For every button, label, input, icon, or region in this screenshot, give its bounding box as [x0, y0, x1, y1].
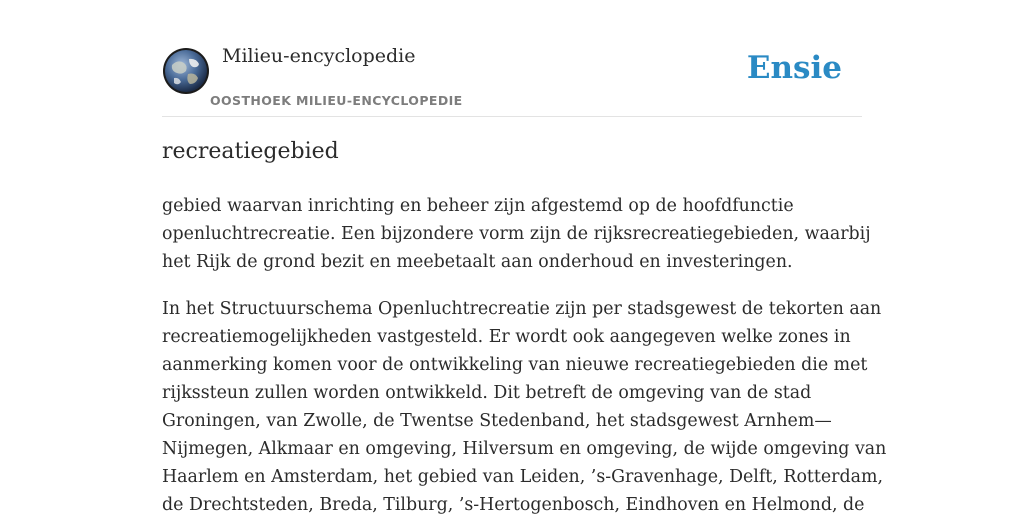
paragraph-line: aanmerking komen voor de ontwikkeling van nieuwe recreatiegebieden die met	[162, 355, 868, 375]
paragraph-line: Nijmegen, Alkmaar en omgeving, Hilversum en omgeving, de wijde omgeving van	[162, 439, 887, 459]
paragraph-line: rijkssteun zullen worden ontwikkeld. Dit betreft de omgeving van de stad	[162, 383, 812, 403]
site-subtitle[interactable]: OOSTHOEK MILIEU-ENCYCLOPEDIE	[210, 93, 463, 108]
paragraph-line: Haarlem en Amsterdam, het gebied van Leiden, ’s-Gravenhage, Delft, Rotterdam,	[162, 467, 884, 487]
paragraph	[162, 295, 887, 519]
page-container	[162, 0, 887, 515]
paragraph-line: de Drechtsteden, Breda, Tilburg, ’s-Hertogenbosch, Eindhoven en Helmond, de	[162, 495, 865, 515]
paragraph-gap	[162, 276, 862, 295]
paragraph-line: openluchtrecreatie. Een bijzondere vorm zijn de rijksrecreatiegebieden, waarbij	[162, 224, 871, 244]
paragraph-line: In het Structuurschema Openluchtrecreatie zijn per stadsgewest de tekorten aan	[162, 299, 882, 319]
paragraph-line: het Rijk de grond bezit en meebetaalt aan onderhoud en investeringen.	[162, 252, 793, 272]
paragraph-line: Groningen, van Zwolle, de Twentse Stedenband, het stadsgewest Arnhem—	[162, 411, 832, 431]
paragraph-line: recreatiemogelijkheden vastgesteld. Er wordt ook aangegeven welke zones in	[162, 327, 851, 347]
entry-title: recreatiegebied	[162, 139, 339, 164]
paragraph	[162, 192, 871, 276]
site-title[interactable]: Milieu-encyclopedie	[222, 45, 416, 67]
ensie-brand-logo[interactable]: Ensie	[746, 50, 842, 86]
site-header	[162, 0, 862, 117]
earth-globe-icon[interactable]	[162, 47, 210, 95]
entry-content	[162, 192, 887, 519]
paragraph-line: gebied waarvan inrichting en beheer zijn afgestemd op de hoofdfunctie	[162, 196, 794, 216]
